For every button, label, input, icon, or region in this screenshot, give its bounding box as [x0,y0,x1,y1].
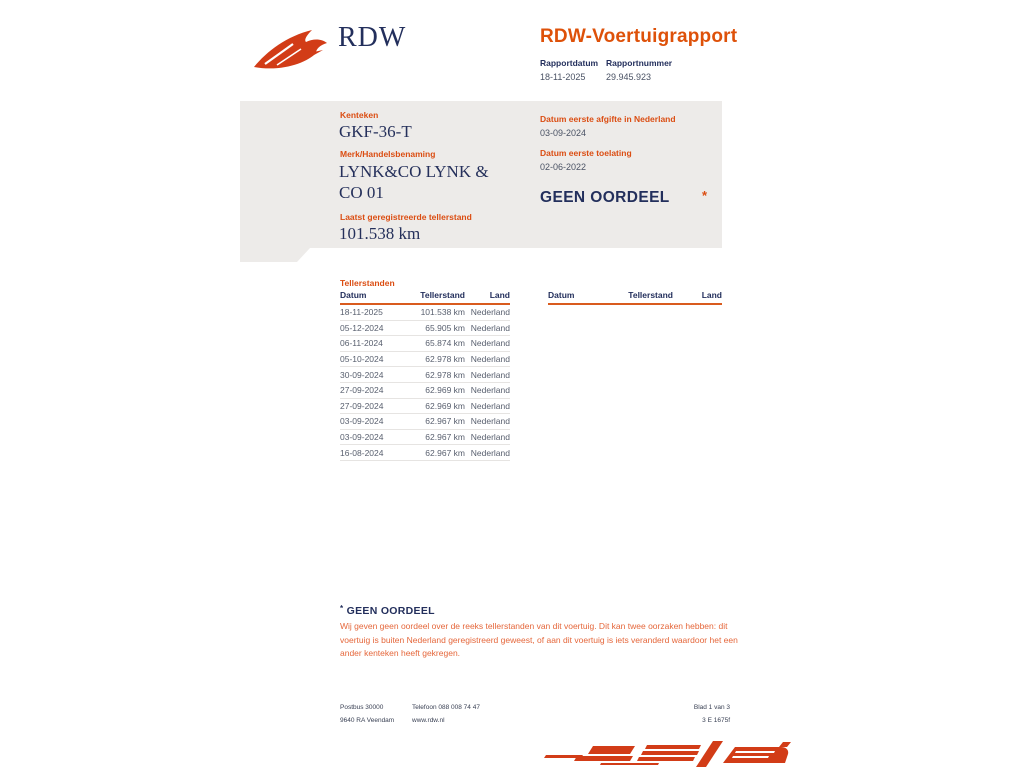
column-header-land: Land [489,290,510,300]
column-header-land: Land [701,290,722,300]
column-header-tellerstand: Tellerstand [420,290,465,300]
merk-label: Merk/Handelsbenaming [340,149,436,159]
table-cell: 03-09-2024 [340,432,384,443]
table-cell: 05-12-2024 [340,322,384,333]
table-cell: 62.969 km [425,400,465,411]
table-cell: Nederland [470,322,510,333]
oordeel-asterisk: * [702,188,708,203]
table-header [340,290,510,305]
table-cell: 30-09-2024 [340,369,384,380]
footer-phone: Telefoon 088 008 74 47 [412,704,480,711]
report-number-label: Rapportnummer [606,58,673,68]
footnote-heading [340,604,435,617]
report-number-value: 29.945.923 [606,72,652,82]
toelating-label: Datum eerste toelating [540,148,632,158]
table-cell: 27-09-2024 [340,385,384,396]
table-cell: 03-09-2024 [340,416,384,427]
table-cell: 65.905 km [425,322,465,333]
tellerstanden-table-left [340,290,510,461]
footer-form-code: 3 E 1675f [702,717,730,724]
table-cell: Nederland [470,432,510,443]
table-row [340,430,510,446]
page-footer [340,701,730,731]
table-row [340,352,510,368]
report-date-value: 18-11-2025 [540,72,586,82]
table-cell: 16-08-2024 [340,447,384,458]
merk-value: LYNK&CO LYNK & CO 01 [339,162,489,202]
tellerstand-label: Laatst geregistreerde tellerstand [340,212,472,222]
footer-address-line2: 9640 RA Veendam [340,717,395,724]
speeding-truck-icon [543,739,791,768]
table-cell: 27-09-2024 [340,400,384,411]
footnote-asterisk: * [340,604,344,613]
table-cell: 62.978 km [425,369,465,380]
tellerstanden-table-right [548,290,722,305]
table-cell: 06-11-2024 [340,338,383,349]
rdw-logo-icon [253,27,331,71]
table-cell: Nederland [470,400,510,411]
table-header [548,290,722,305]
table-cell: 62.967 km [425,447,465,458]
footer-website-link[interactable]: www.rdw.nl [412,717,445,724]
footnote-body: Wij geven geen oordeel over de reeks tellerstanden van dit voertuig. Dit kan twee oorzaken hebben: dit voertuig is buiten Nederland geregistreerd geweest, of aan dit voertuig is iets veranderd waardoor het een ander kenteken heeft gekregen. [340,621,738,658]
table-cell: 62.967 km [425,432,465,443]
table-cell: Nederland [470,338,510,349]
afgifte-value: 03-09-2024 [540,128,587,138]
table-row [340,305,510,321]
footer-address-line1: Postbus 30000 [340,704,384,711]
table-row [340,336,510,352]
footer-page-number: Blad 1 van 3 [693,704,730,711]
table-cell: 18-11-2025 [340,307,383,318]
table-cell: 101.538 km [420,307,465,318]
toelating-value: 02-06-2022 [540,162,587,172]
table-cell: 65.874 km [425,338,465,349]
table-row [340,445,510,461]
table-cell: Nederland [470,369,510,380]
table-row [340,399,510,415]
table-row [340,414,510,430]
report-title: RDW-Voertuigrapport [540,26,738,47]
oordeel-badge: GEEN OORDEEL [540,189,670,206]
column-header-datum: Datum [548,290,575,300]
table-cell: Nederland [470,385,510,396]
tellerstanden-section-label: Tellerstanden [340,278,395,288]
column-header-datum: Datum [340,290,367,300]
footnote-heading-text: GEEN OORDEEL [346,605,435,617]
tellerstand-value: 101.538 km [339,224,421,243]
logo-wordmark: RDW [338,22,407,53]
table-cell: 62.969 km [425,385,465,396]
column-header-tellerstand: Tellerstand [628,290,673,300]
table-row [340,383,510,399]
table-cell: 62.967 km [425,416,465,427]
table-row [340,367,510,383]
report-date-label: Rapportdatum [540,58,599,68]
tellerstanden-table-rows [340,305,510,461]
afgifte-label: Datum eerste afgifte in Nederland [540,114,676,124]
kenteken-label: Kenteken [340,110,379,120]
table-cell: Nederland [470,307,510,318]
table-cell: Nederland [470,354,510,365]
table-cell: 62.978 km [425,354,465,365]
table-cell: Nederland [470,447,510,458]
table-row [340,321,510,337]
table-cell: Nederland [470,416,510,427]
kenteken-value: GKF-36-T [339,122,412,141]
table-cell: 05-10-2024 [340,354,384,365]
